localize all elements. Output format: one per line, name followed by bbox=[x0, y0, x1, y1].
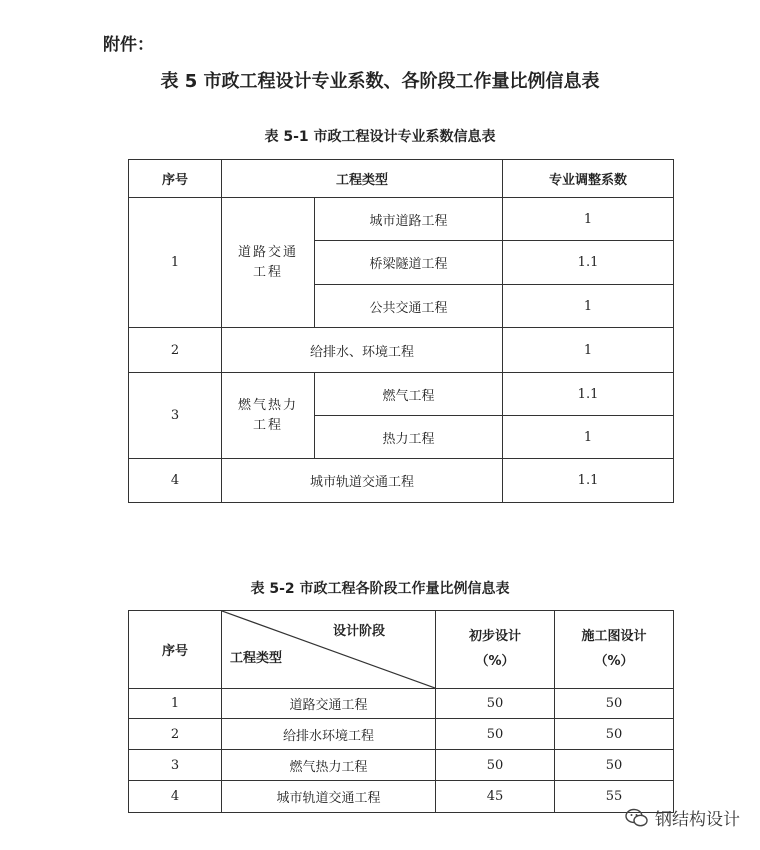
table1-cell-type: 城市轨道交通工程 bbox=[222, 459, 503, 503]
table1-cell-no: 1 bbox=[129, 198, 222, 328]
table1-cell-coef: 1.1 bbox=[503, 373, 674, 416]
table-row bbox=[129, 689, 674, 719]
watermark bbox=[625, 805, 740, 830]
table2-header-prelim-unit: （%） bbox=[475, 653, 515, 669]
watermark-text: 钢结构设计 bbox=[655, 810, 740, 830]
table1-cell-coef: 1 bbox=[503, 416, 674, 459]
table1-cell-coef: 1.1 bbox=[503, 459, 674, 503]
table2 bbox=[128, 610, 674, 813]
table1-category-text: 燃气热力工程 bbox=[237, 398, 298, 433]
table2-header-type: 工程类型 bbox=[230, 651, 283, 666]
table1-cell-type: 给排水、环境工程 bbox=[222, 328, 503, 373]
table2-header-construction-unit: （%） bbox=[594, 653, 634, 669]
wechat-icon bbox=[625, 808, 649, 828]
table1-cell-subtype: 热力工程 bbox=[315, 416, 503, 459]
table2-cell-no: 2 bbox=[129, 719, 222, 750]
table1-cell-subtype: 城市道路工程 bbox=[315, 198, 503, 241]
table2-cell-construction: 50 bbox=[555, 719, 674, 750]
table2-cell-no: 1 bbox=[129, 689, 222, 719]
page-title: 表 5 市政工程设计专业系数、各阶段工作量比例信息表 bbox=[160, 71, 600, 92]
table2-cell-type: 道路交通工程 bbox=[222, 689, 436, 719]
table2-cell-no: 4 bbox=[129, 781, 222, 813]
table2-cell-type: 城市轨道交通工程 bbox=[222, 781, 436, 813]
table2-cell-prelim: 50 bbox=[436, 719, 555, 750]
table2-cell-type: 燃气热力工程 bbox=[222, 750, 436, 781]
table1-cell-category bbox=[222, 373, 315, 459]
table-row bbox=[129, 781, 674, 813]
table-row bbox=[129, 719, 674, 750]
attachment-label: 附件： bbox=[103, 35, 154, 55]
table1-cell-no: 2 bbox=[129, 328, 222, 373]
table2-cell-construction: 50 bbox=[555, 750, 674, 781]
table1-category-text: 道路交通工程 bbox=[237, 245, 298, 280]
table2-cell-type: 给排水环境工程 bbox=[222, 719, 436, 750]
table2-cell-prelim: 50 bbox=[436, 689, 555, 719]
table2-header-stage: 设计阶段 bbox=[332, 624, 385, 639]
table2-header-no: 序号 bbox=[129, 611, 222, 689]
table1-cell-subtype: 公共交通工程 bbox=[315, 285, 503, 328]
table1-cell-subtype: 燃气工程 bbox=[315, 373, 503, 416]
table1-cell-no: 4 bbox=[129, 459, 222, 503]
table2-cell-prelim: 50 bbox=[436, 750, 555, 781]
table1-cell-coef: 1 bbox=[503, 328, 674, 373]
table2-header-prelim-label: 初步设计 bbox=[468, 628, 521, 644]
table1-cell-coef: 1 bbox=[503, 285, 674, 328]
table2-diagonal-header bbox=[222, 611, 436, 689]
table2-cell-no: 3 bbox=[129, 750, 222, 781]
table1-cell-category bbox=[222, 198, 315, 328]
table1-cell-coef: 1 bbox=[503, 198, 674, 241]
table2-title: 表 5-2 市政工程各阶段工作量比例信息表 bbox=[250, 581, 510, 597]
table1-cell-no: 3 bbox=[129, 373, 222, 459]
table2-cell-construction: 50 bbox=[555, 689, 674, 719]
table2-cell-construction: 55 bbox=[555, 781, 674, 813]
table1-header-no: 序号 bbox=[129, 160, 222, 198]
table1 bbox=[128, 159, 674, 503]
table2-cell-prelim: 45 bbox=[436, 781, 555, 813]
table1-header-coef: 专业调整系数 bbox=[503, 160, 674, 198]
table-row bbox=[129, 750, 674, 781]
table1-cell-subtype: 桥梁隧道工程 bbox=[315, 241, 503, 285]
table2-header-construction-label: 施工图设计 bbox=[581, 628, 647, 644]
table1-title: 表 5-1 市政工程设计专业系数信息表 bbox=[264, 129, 496, 145]
table1-header-type: 工程类型 bbox=[222, 160, 503, 198]
table2-header-construction bbox=[555, 611, 674, 689]
table1-cell-coef: 1.1 bbox=[503, 241, 674, 285]
table2-header-prelim bbox=[436, 611, 555, 689]
